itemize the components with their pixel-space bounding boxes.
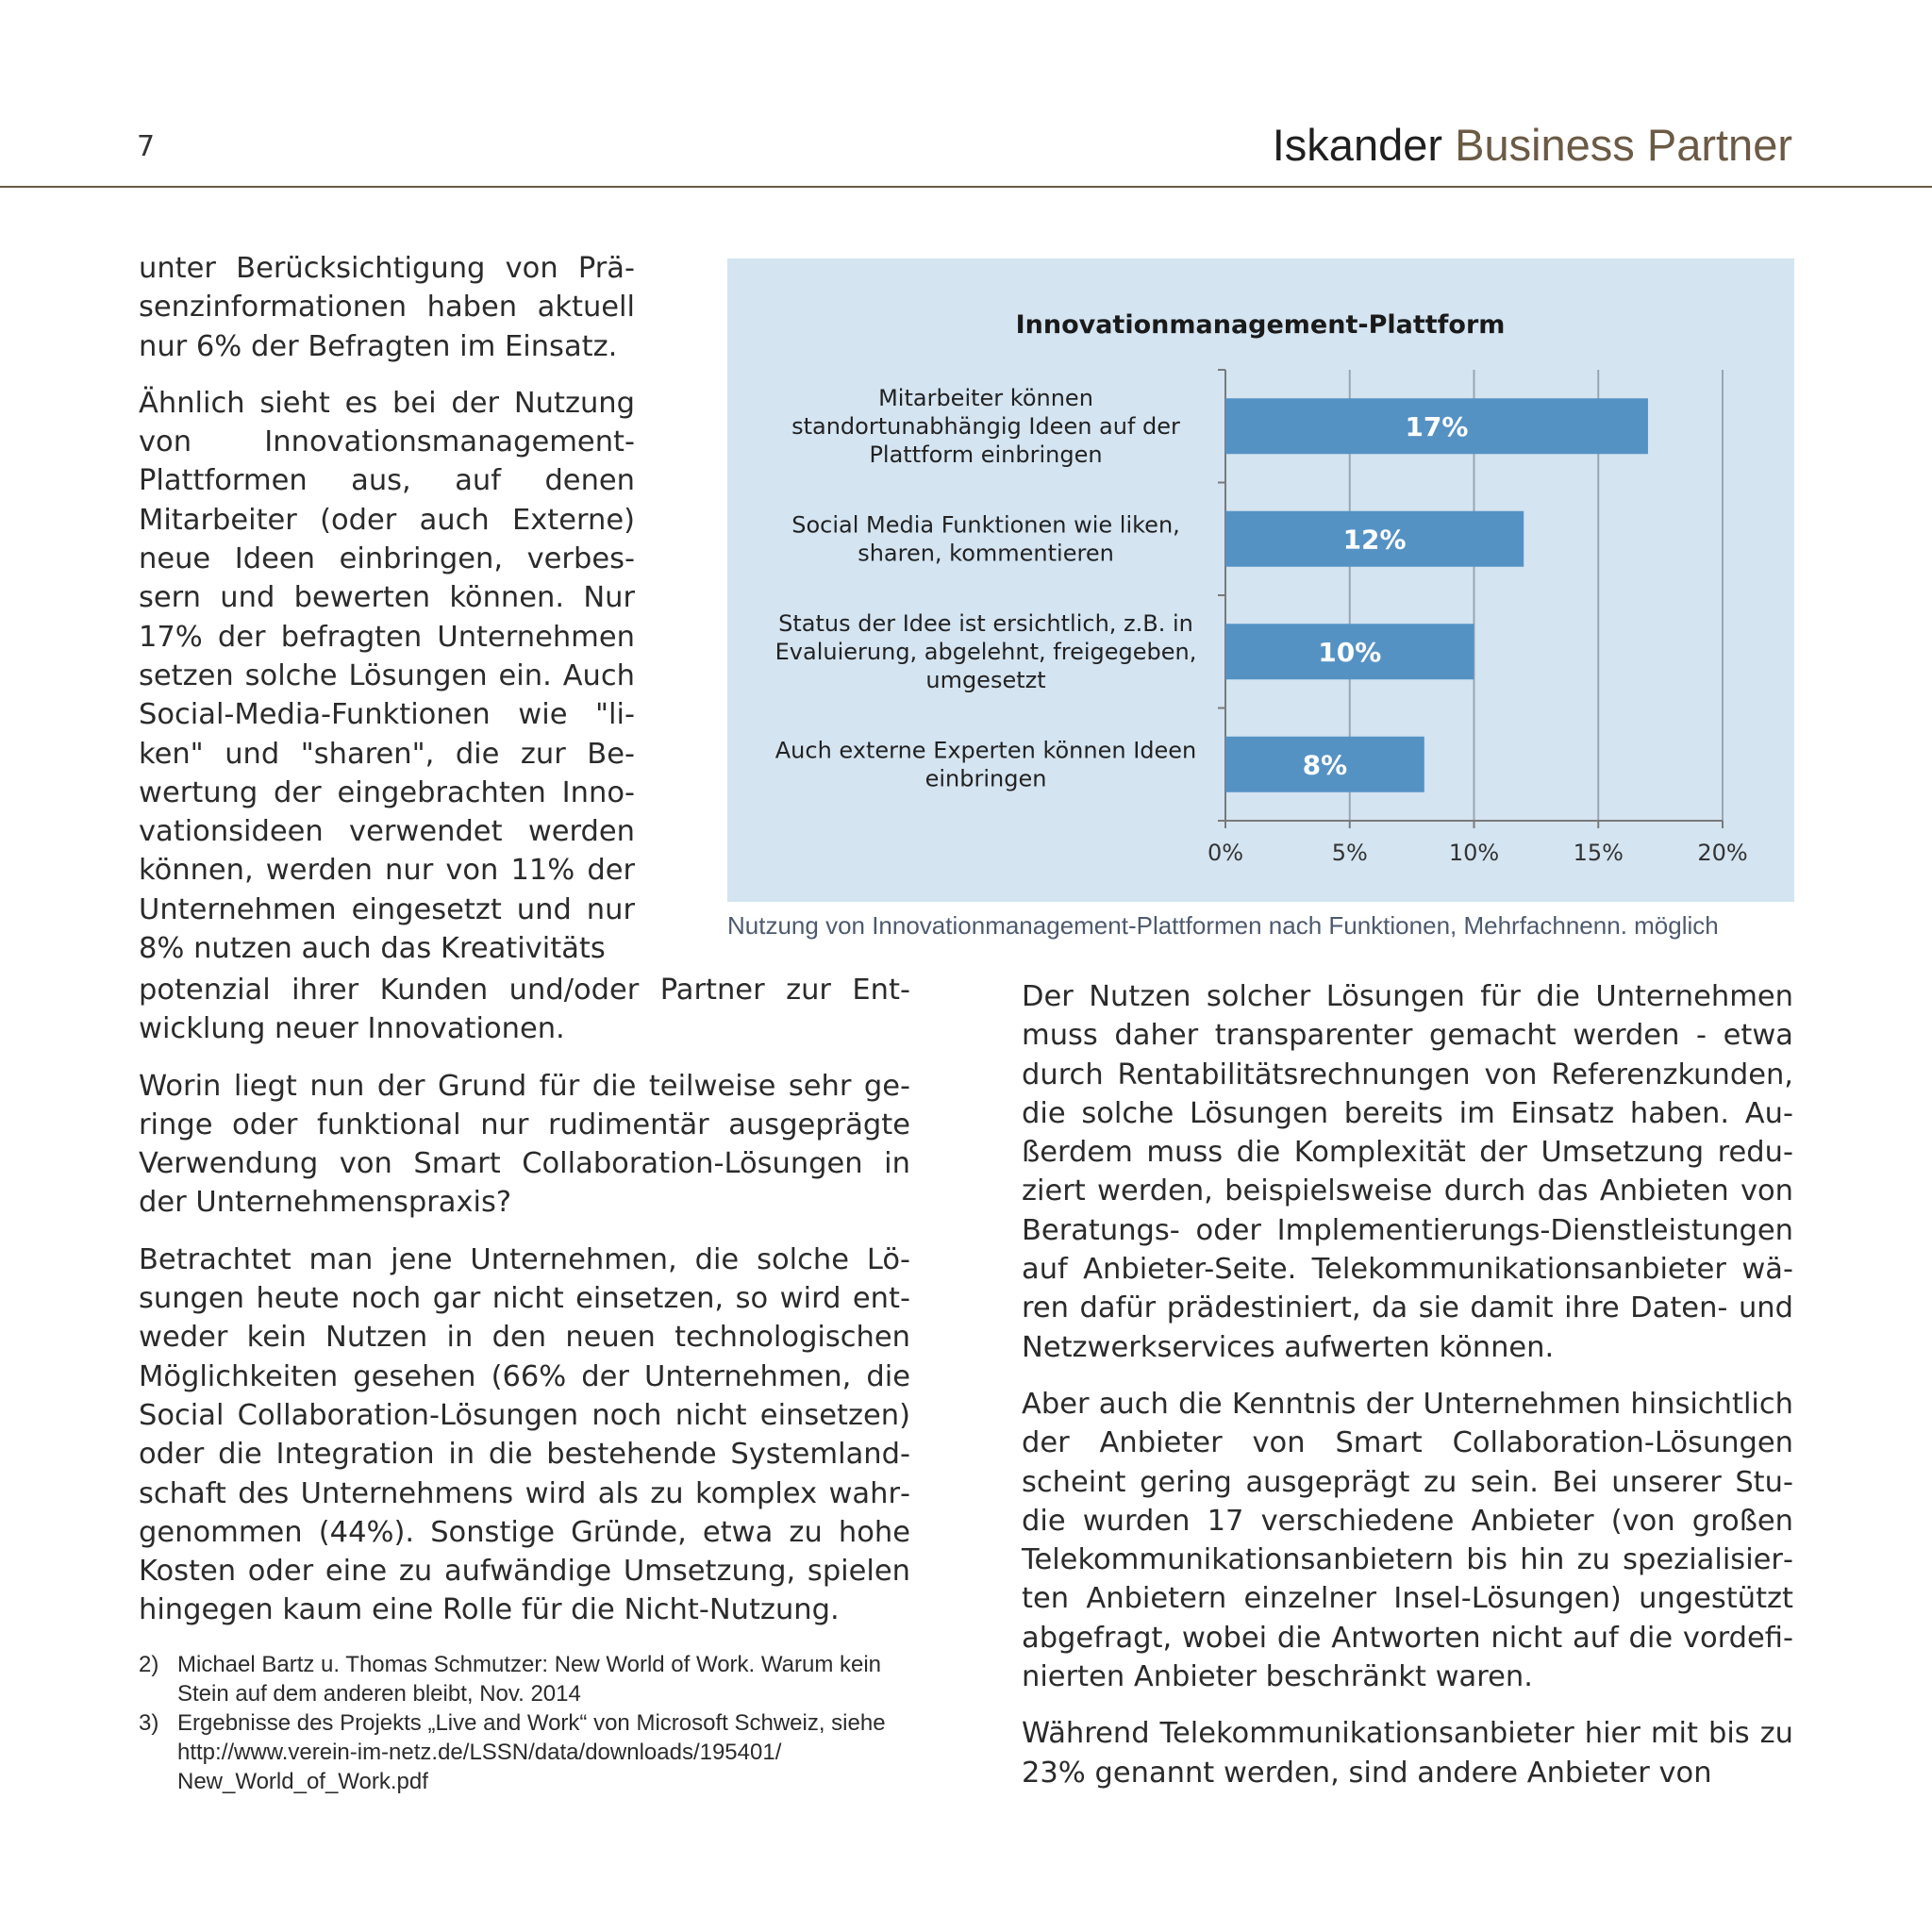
right-column (1022, 977, 1793, 1810)
category-label: Evaluierung, abgelehnt, freigegeben, (774, 638, 1197, 665)
category-label: umgesetzt (925, 666, 1046, 693)
x-tick-label: 15% (1573, 840, 1624, 866)
brand-name: Iskander (1272, 120, 1443, 170)
chart-title: Innovationmanagement-Plattform (1015, 310, 1506, 340)
footnote-text: Michael Bartz u. Thomas Schmutzer: New World of Work. Warum kein Stein auf dem anderen bleibt, Nov. 2014 (177, 1652, 882, 1707)
brand-tagline: Business Partner (1455, 120, 1792, 170)
footnote-number: 3) (139, 1710, 159, 1736)
category-label: sharen, kommentieren (858, 540, 1114, 567)
category-label: Status der Idee ist ersichtlich, z.B. in (778, 609, 1193, 637)
footnote (139, 1708, 912, 1796)
bar-value-label: 12% (1342, 524, 1407, 556)
footnote-text: Ergebnisse des Projekts „Live and Work“ von Microsoft Schweiz, siehe http://www.verein-im-netz.de/LSSN/data/downloads/195401/ New_World_of_Work.pdf (177, 1710, 886, 1794)
left-column-top (139, 249, 635, 968)
header-rule (0, 186, 1932, 188)
paragraph: Der Nutzen solcher Lösungen für die Unternehmen muss daher transparenter gemacht werden - etwa durch Rentabilitätsrechnungen von Referenzkunden, die solche Lösungen bereits im Einsatz haben. Außerdem muss die Komplexität der Umsetzung reduziert werden, beispielsweise durch das Anbieten von Beratungs- oder Implementierungs-Dienstleistungen auf Anbieter-Seite. Telekommunikationsanbieter wären dafür prädestiniert, da sie damit ihre Daten- und Netzwerkservices aufwerten können. (1022, 980, 1793, 1364)
paragraph: unter Berücksichtigung von Präsenzinformationen haben aktuell nur 6% der Befragten im Einsatz. (139, 252, 635, 363)
x-tick-label: 20% (1697, 840, 1748, 866)
left-column-wide (139, 971, 910, 1648)
footnotes (139, 1650, 912, 1796)
x-tick-label: 10% (1448, 840, 1500, 866)
paragraph: Während Telekommunikationsanbieter hier mit bis zu 23% genannt werden, sind andere Anbieter von (1022, 1717, 1793, 1790)
footnote-number: 2) (139, 1652, 159, 1677)
category-label: Mitarbeiter können (878, 384, 1093, 411)
bar-value-label: 17% (1405, 410, 1469, 442)
category-label: Social Media Funktionen wie liken, (791, 511, 1180, 539)
brand-logo (1273, 119, 1792, 171)
paragraph: potenzial ihrer Kunden und/oder Partner zur Entwicklung neuer Innovationen. (139, 974, 910, 1046)
paragraph: Ähnlich sieht es bei der Nutzung von Innovationsmanagement-Plattformen aus, auf denen Mitarbeiter (oder auch Externe) neue Ideen einbringen, verbessern und bewerten können. Nur 17% der befragten Unternehmen setzen solche Lösungen ein. Auch Social-Media-Funktionen wie "liken" und "sharen", die zur Bewertung der eingebrachten Innovationsideen verwendet werden können, werden nur von 11% der Unternehmen eingesetzt und nur 8% nutzen auch das Kreativitäts (139, 386, 635, 966)
bar-value-label: 10% (1318, 636, 1382, 668)
category-label: standortunabhängig Ideen auf der (791, 412, 1180, 440)
category-label: einbringen (924, 765, 1047, 792)
paragraph: Aber auch die Kenntnis der Unternehmen hinsichtlich der Anbieter von Smart Collaboration-Lösungen scheint gering ausgeprägt zu sein. Bei unserer Studie wurden 17 verschiedene Anbieter (von großen Telekommunikationsanbietern bis hin zu spezialisierten Anbietern einzelner Insel-Lösungen) ungestützt abgefragt, wobei die Antworten nicht auf die vordefinierten Anbieter beschränkt waren. (1022, 1387, 1793, 1694)
category-label: Auch externe Experten können Ideen (774, 737, 1197, 764)
chart-caption: Nutzung von Innovationmanagement-Plattformen nach Funktionen, Mehrfachnenn. möglich (727, 911, 1719, 940)
chart-panel (727, 258, 1794, 902)
bar-value-label: 8% (1302, 749, 1348, 781)
category-label: Plattform einbringen (869, 441, 1103, 468)
page-number: 7 (137, 130, 156, 163)
paragraph: Betrachtet man jene Unternehmen, die solche Lösungen heute noch gar nicht einsetzen, so wird entweder kein Nutzen in den neuen technologischen Möglichkeiten gesehen (66% der Unternehmen, die Social Collaboration-Lösungen noch nicht einsetzen) oder die Integration in die bestehende Systemlandschaft des Unternehmens wird als zu komplex wahrgenommen (44%). Sonstige Gründe, etwa zu hohe Kosten oder eine zu aufwändige Umsetzung, spielen hingegen kaum eine Rolle für die Nicht-Nutzung. (139, 1242, 910, 1627)
paragraph: Worin liegt nun der Grund für die teilweise sehr geringe oder funktional nur rudimentär ausgeprägte Verwendung von Smart Collaboration-Lösungen in der Unternehmenspraxis? (139, 1069, 910, 1220)
x-tick-label: 0% (1207, 840, 1244, 866)
footnote (139, 1650, 912, 1708)
bar-chart (727, 258, 1794, 902)
x-tick-label: 5% (1331, 840, 1368, 866)
